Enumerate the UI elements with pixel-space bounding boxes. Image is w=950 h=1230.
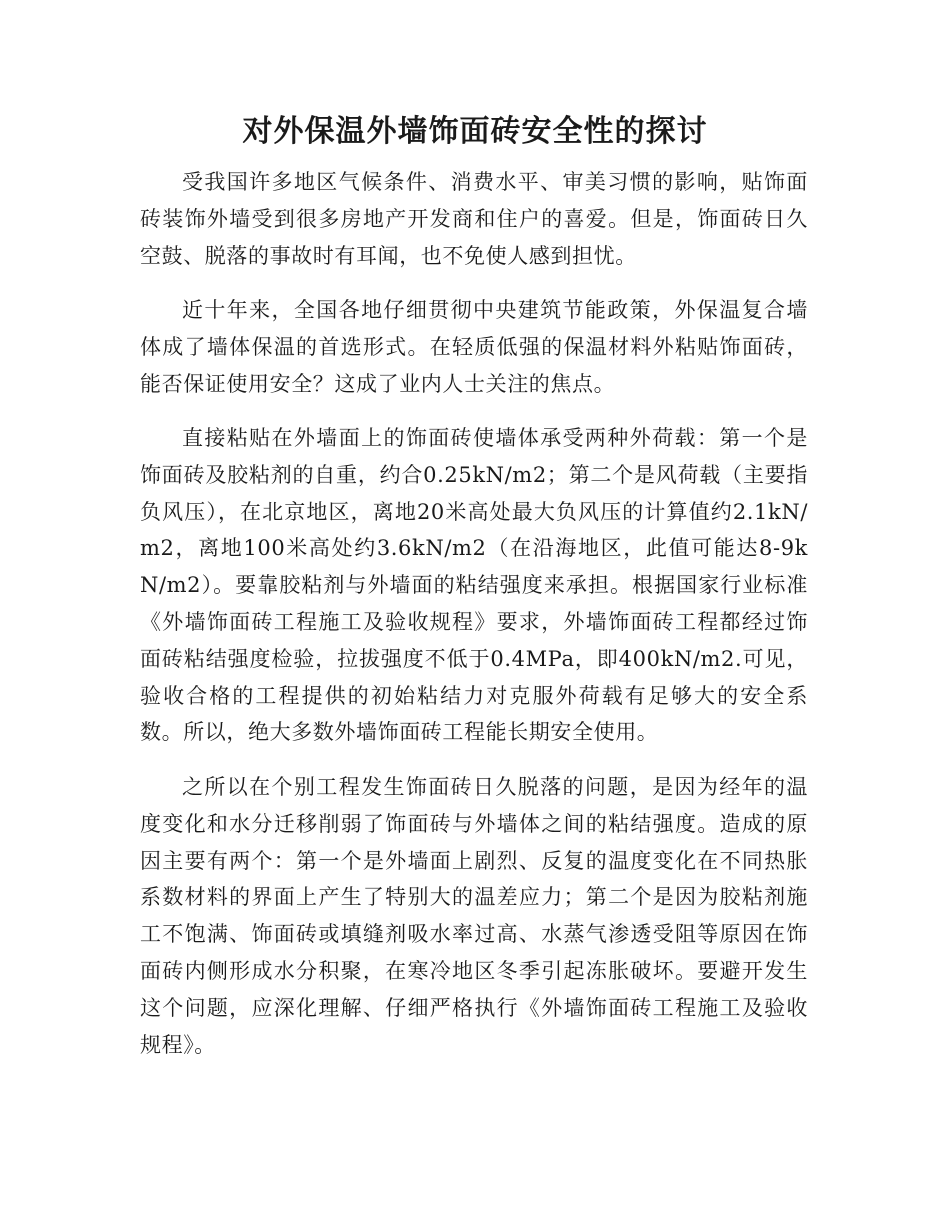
paragraph-insulation: 近十年来，全国各地仔细贯彻中央建筑节能政策，外保温复合墙体成了墙体保温的首选形式。在轻质低强的保温材料外粘贴饰面砖，能否保证使用安全？这成了业内人士关注的焦点。 — [140, 298, 808, 396]
document-title: 对外保温外墙饰面砖安全性的探讨 — [242, 114, 708, 149]
paragraph-causes: 之所以在个别工程发生饰面砖日久脱落的问题，是因为经年的温度变化和水分迁移削弱了饰面砖与外墙体之间的粘结强度。造成的原因主要有两个：第一个是外墙面上剧烈、反复的温度变化在不同热胀系数材料的界面上产生了特别大的温差应力；第二个是因为胶粘剂施工不饱满、饰面砖或填缝剂吸水率过高、水蒸气渗透受阻等原因在饰面砖内侧形成水分积聚，在寒冷地区冬季引起冻胀破坏。要避开发生这个问题，应深化理解、仔细严格执行《外墙饰面砖工程施工及验收规程》。 — [140, 775, 808, 1057]
paragraph-loads: 直接粘贴在外墙面上的饰面砖使墙体承受两种外荷载：第一个是饰面砖及胶粘剂的自重，约合0.25kN/m2；第二个是风荷载（主要指负风压），在北京地区，离地20米高处最大负风压的计算值约2.1kN/m2，离地100米高处约3.6kN/m2（在沿海地区，此值可能达8-9kN/m2）。要靠胶粘剂与外墙面的粘结强度来承担。根据国家行业标准《外墙饰面砖工程施工及验收规程》要求，外墙饰面砖工程都经过饰面砖粘结强度检验，拉拔强度不低于0.4MPa，即400kN/m2.可见，验收合格的工程提供的初始粘结力对克服外荷载有足够大的安全系数。所以，绝大多数外墙饰面砖工程能长期安全使用。 — [140, 426, 808, 745]
paragraph-intro: 受我国许多地区气候条件、消费水平、审美习惯的影响，贴饰面砖装饰外墙受到很多房地产开发商和住户的喜爱。但是，饰面砖日久空鼓、脱落的事故时有耳闻，也不免使人感到担忧。 — [140, 170, 808, 268]
